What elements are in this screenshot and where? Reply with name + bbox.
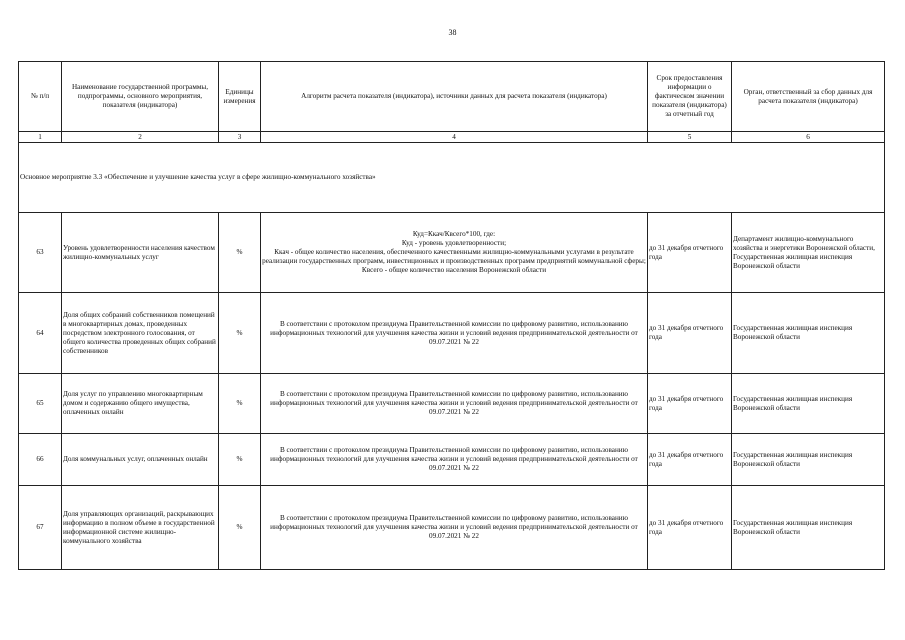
unit: % bbox=[219, 293, 261, 374]
section-title: Основное мероприятие 3.3 «Обеспечение и улучшение качества услуг в сфере жилищно-коммунального хозяйства» bbox=[19, 143, 885, 213]
algorithm-line: Квсего - общее количество населения Воронежской области bbox=[361, 266, 547, 274]
table-row bbox=[19, 434, 885, 486]
algorithm: В соответствии с протоколом президиума Правительственной комиссии по цифровому развитию, использованию информационных технологий для улучшения качества жизни и условий ведения предпринимательской деятельности от 09.07.2021 № 22 bbox=[261, 434, 648, 486]
header-algorithm: Алгоритм расчета показателя (индикатора), источники данных для расчета показателя (индикатора) bbox=[261, 62, 648, 132]
header-num: № п/п bbox=[19, 62, 62, 132]
responsible-org: Департамент жилищно-коммунального хозяйства и энергетики Воронежской области, Государственная жилищная инспекция Воронежской области bbox=[732, 213, 885, 293]
algorithm-line: Куд - уровень удовлетворенности; bbox=[401, 239, 507, 247]
deadline: до 31 декабря отчетного года bbox=[648, 213, 732, 293]
indicator-name: Доля коммунальных услуг, оплаченных онлайн bbox=[62, 434, 219, 486]
deadline: до 31 декабря отчетного года bbox=[648, 293, 732, 374]
unit: % bbox=[219, 434, 261, 486]
unit: % bbox=[219, 486, 261, 570]
column-number: 5 bbox=[648, 132, 732, 143]
table-row bbox=[19, 486, 885, 570]
algorithm-line: Ккач - общее количество населения, обеспеченного качественными жилищно-коммунальными услугами в результате реализации государственных программ, инвестиционных и производственных программ предприятий коммунальной сферы; bbox=[262, 248, 646, 265]
column-number: 3 bbox=[219, 132, 261, 143]
unit: % bbox=[219, 374, 261, 434]
row-num: 63 bbox=[19, 213, 62, 293]
header-name: Наименование государственной программы, подпрограммы, основного мероприятия, показателя (индикатора) bbox=[62, 62, 219, 132]
responsible-org: Государственная жилищная инспекция Воронежской области bbox=[732, 434, 885, 486]
indicator-name: Доля управляющих организаций, раскрывающих информацию в полном объеме в государственной информационной системе жилищно-коммунального хозяйства bbox=[62, 486, 219, 570]
header-deadline: Срок предоставления информации о фактическом значении показателя (индикатора) за отчетный год bbox=[648, 62, 732, 132]
table-row bbox=[19, 293, 885, 374]
deadline: до 31 декабря отчетного года bbox=[648, 434, 732, 486]
table-row bbox=[19, 213, 885, 293]
deadline: до 31 декабря отчетного года bbox=[648, 486, 732, 570]
algorithm: В соответствии с протоколом президиума Правительственной комиссии по цифровому развитию, использованию информационных технологий для улучшения качества жизни и условий ведения предпринимательской деятельности от 09.07.2021 № 22 bbox=[261, 374, 648, 434]
algorithm bbox=[261, 213, 648, 293]
responsible-org: Государственная жилищная инспекция Воронежской области bbox=[732, 374, 885, 434]
responsible-org: Государственная жилищная инспекция Воронежской области bbox=[732, 486, 885, 570]
column-number: 1 bbox=[19, 132, 62, 143]
row-num: 67 bbox=[19, 486, 62, 570]
row-num: 65 bbox=[19, 374, 62, 434]
indicator-name: Уровень удовлетворенности населения качеством жилищно-коммунальных услуг bbox=[62, 213, 219, 293]
row-num: 66 bbox=[19, 434, 62, 486]
table-header-row bbox=[19, 62, 885, 132]
column-number: 6 bbox=[732, 132, 885, 143]
deadline: до 31 декабря отчетного года bbox=[648, 374, 732, 434]
section-row bbox=[19, 143, 885, 213]
indicator-name: Доля общих собраний собственников помещений в многоквартирных домах, проведенных посредством электронного голосования, от общего количества проведенных общих собраний собственников bbox=[62, 293, 219, 374]
column-number: 4 bbox=[261, 132, 648, 143]
indicators-table bbox=[18, 61, 885, 570]
table-row bbox=[19, 374, 885, 434]
unit: % bbox=[219, 213, 261, 293]
column-number: 2 bbox=[62, 132, 219, 143]
column-number-row bbox=[19, 132, 885, 143]
algorithm: В соответствии с протоколом президиума Правительственной комиссии по цифровому развитию, использованию информационных технологий для улучшения качества жизни и условий ведения предпринимательской деятельности от 09.07.2021 № 22 bbox=[261, 486, 648, 570]
algorithm: В соответствии с протоколом президиума Правительственной комиссии по цифровому развитию, использованию информационных технологий для улучшения качества жизни и условий ведения предпринимательской деятельности от 09.07.2021 № 22 bbox=[261, 293, 648, 374]
indicator-name: Доля услуг по управлению многоквартирным домом и содержанию общего имущества, оплаченных онлайн bbox=[62, 374, 219, 434]
header-unit: Единицы измерения bbox=[219, 62, 261, 132]
responsible-org: Государственная жилищная инспекция Воронежской области bbox=[732, 293, 885, 374]
header-responsible: Орган, ответственный за сбор данных для расчета показателя (индикатора) bbox=[732, 62, 885, 132]
algorithm-line: Куд=Ккач/Квсего*100, где: bbox=[412, 230, 496, 238]
row-num: 64 bbox=[19, 293, 62, 374]
page-number: 38 bbox=[448, 28, 457, 37]
